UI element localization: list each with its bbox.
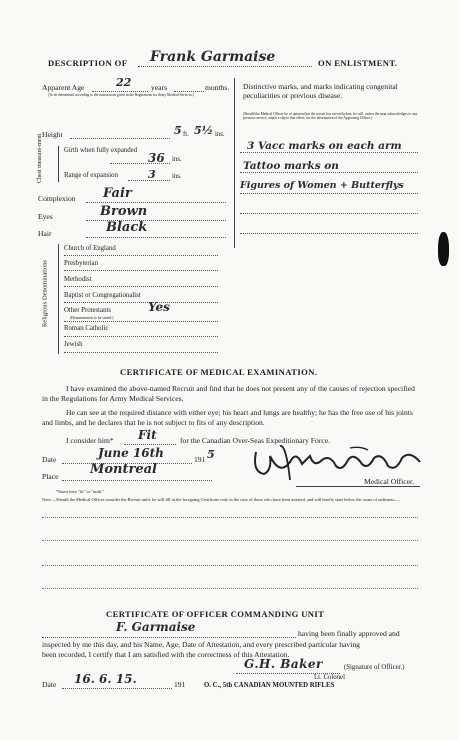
officer-date-line xyxy=(62,688,172,689)
marks-rule-1 xyxy=(240,152,418,153)
marks-line-2: Tattoo marks on xyxy=(243,160,339,172)
marks-note: (Should the Medical Officer be of opinion that the recruit has served before, he will, unless the man acknowledges to any previous service, attach a slip to that effect, for the information of the Approving Officer.) xyxy=(243,112,418,120)
girth-value: 36 xyxy=(148,151,165,165)
height-label: Height xyxy=(42,130,63,139)
medical-date-value: June 16th xyxy=(98,446,164,460)
medical-place-value: Montreal xyxy=(90,462,157,477)
denomination-rule-1 xyxy=(64,255,218,256)
inches-label: ins. xyxy=(215,131,225,138)
feet-label: ft. xyxy=(183,131,189,138)
denomination-rule-3 xyxy=(64,286,218,287)
denomination-baptist: Baptist or Congregationalist xyxy=(64,292,141,299)
column-divider xyxy=(234,78,235,248)
chest-label: Chest measure-ment xyxy=(37,133,43,183)
denomination-note: (Denomination to be stated.) xyxy=(70,316,114,320)
age-line xyxy=(92,91,148,92)
medical-paragraph-2: He can see at the required distance with either eye; his heart and lungs are healthy; he has the free use of his joints and limbs, and he declares that he is not subject to fits of any description. xyxy=(42,408,413,427)
distinctive-marks-label: Distinctive marks, and marks indicating congenital peculiarities or previous disease. xyxy=(243,82,398,100)
hair-value: Black xyxy=(106,220,148,235)
unfit-cause-line-1 xyxy=(42,517,418,518)
officer-certificate-title: CERTIFICATE OF OFFICER COMMANDING UNIT xyxy=(106,609,325,619)
medical-paragraph-1: I have examined the above-named Recruit and find that he does not present any of the causes of rejection specified in the Regulations for Army Medical Services. xyxy=(42,384,415,403)
complexion-line xyxy=(86,202,226,203)
eyes-label: Eyes xyxy=(38,212,53,221)
other-protestants-value: Yes xyxy=(148,300,170,314)
having-text: having been finally approved and xyxy=(298,629,400,638)
fit-line xyxy=(124,444,176,445)
denomination-rule-7 xyxy=(64,352,218,353)
denomination-rule-2 xyxy=(64,270,218,271)
description-title-suffix: ON ENLISTMENT. xyxy=(318,58,398,68)
medical-date-label: Date xyxy=(42,455,57,464)
height-feet-value: 5 xyxy=(174,124,182,137)
eyes-value: Brown xyxy=(100,204,148,219)
denomination-church-of-england: Church of England xyxy=(64,245,116,252)
denomination-rule-6 xyxy=(64,336,218,337)
denomination-roman-catholic: Roman Catholic xyxy=(64,325,109,332)
medical-certificate-title: CERTIFICATE OF MEDICAL EXAMINATION. xyxy=(120,367,318,377)
consider-prefix: I consider him* xyxy=(66,436,114,445)
unfit-cause-line-2 xyxy=(42,540,418,541)
binder-mark xyxy=(438,232,449,266)
months-label: months. xyxy=(205,83,230,92)
unfit-cause-line-3 xyxy=(42,565,418,566)
denomination-presbyterian: Presbyterian xyxy=(64,260,98,267)
denomination-jewish: Jewish xyxy=(64,341,83,348)
range-label: Range of expansion xyxy=(64,172,118,179)
officer-year-printed: 191 xyxy=(174,680,186,689)
medical-unfit-note: Note.—Should the Medical Officer consider the Recruit unfit, he will fill in the foregoing Certificate only in the case of those who have been attested, and will briefly state below the cause of unfitness:— xyxy=(42,497,400,502)
insert-note: *Insert here "fit" or "unfit." xyxy=(56,489,105,494)
months-line xyxy=(174,91,204,92)
marks-rule-4 xyxy=(240,213,418,214)
name-line xyxy=(138,66,312,67)
range-value: 3 xyxy=(148,168,156,181)
range-ins-label: ins. xyxy=(172,173,182,180)
height-inches-value: 5½ xyxy=(194,124,214,137)
girth-ins-label: ins. xyxy=(172,156,182,163)
religion-bracket xyxy=(58,244,59,354)
religious-denominations-label: Religious Denominations xyxy=(41,259,49,328)
medical-place-label: Place xyxy=(42,472,59,481)
medical-place-line xyxy=(62,480,212,481)
medical-officer-label: Medical Officer. xyxy=(364,477,415,486)
officer-signature-label: (Signature of Officer.) xyxy=(344,664,405,671)
denomination-other-protestants: Other Protestants xyxy=(64,307,112,314)
fit-value: Fit xyxy=(138,428,157,442)
officer-rank: Lt. Colonel xyxy=(314,674,345,681)
hair-line xyxy=(86,237,226,238)
marks-line-1: 3 Vacc marks on each arm xyxy=(247,140,402,152)
consider-suffix: for the Canadian Over-Seas Expeditionary Force. xyxy=(180,436,330,445)
officer-recruit-name: F. Garmaise xyxy=(116,620,196,634)
girth-label: Girth when fully expanded xyxy=(64,147,138,154)
officer-paragraph-line-2: inspected by me this day, and his Name, Age, Date of Attestation, and every prescribed particular having xyxy=(42,640,360,649)
medical-year-hand: 5 xyxy=(207,448,215,461)
denomination-methodist: Methodist xyxy=(64,276,92,283)
unfit-cause-line-4 xyxy=(42,588,418,589)
hair-label: Hair xyxy=(38,229,52,238)
years-label: years xyxy=(151,83,168,92)
recruit-name: Frank Garmaise xyxy=(150,49,276,65)
denomination-rule-4 xyxy=(64,302,218,303)
age-value: 22 xyxy=(116,76,132,89)
marks-rule-2 xyxy=(240,172,418,173)
officer-paragraph-line-3: been recorded, I certify that I am satisfied with the correctness of this Attestation. xyxy=(42,650,290,659)
apparent-age-label: Apparent Age xyxy=(42,83,85,92)
officer-unit: O. C., 5th CANADIAN MOUNTED RIFLES xyxy=(204,682,335,689)
medical-officer-line xyxy=(296,486,420,487)
marks-rule-5 xyxy=(240,233,418,234)
complexion-label: Complexion xyxy=(38,194,76,203)
age-note: (To be determined according to the instructions given in the Regulations for Army Medical Services.) xyxy=(48,93,194,97)
description-title-prefix: DESCRIPTION OF xyxy=(48,58,128,68)
officer-date-label: Date xyxy=(42,680,57,689)
marks-line-3: Figures of Women + Butterflys xyxy=(240,180,404,191)
officer-date-value: 16. 6. 15. xyxy=(74,672,137,686)
chest-bracket xyxy=(58,146,59,182)
medical-year-printed: 191 xyxy=(194,455,206,464)
height-line xyxy=(70,138,170,139)
complexion-value: Fair xyxy=(103,186,132,201)
denomination-rule-5 xyxy=(64,321,218,322)
marks-rule-3 xyxy=(240,193,418,194)
officer-name-line xyxy=(42,637,296,638)
officer-signature: G.H. Baker xyxy=(244,657,323,671)
